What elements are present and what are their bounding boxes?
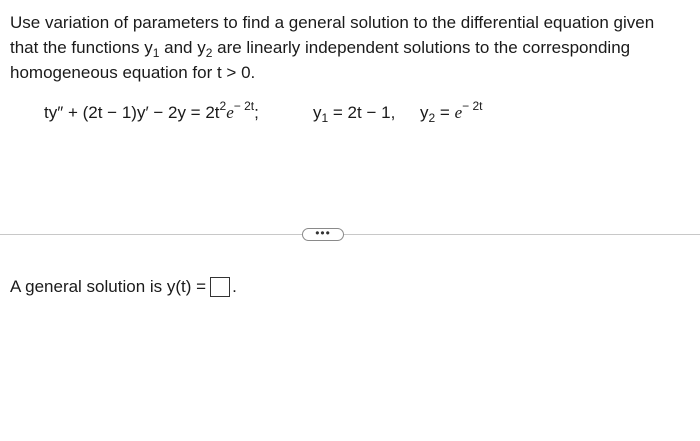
equation-end: ;	[254, 103, 259, 122]
answer-input[interactable]	[210, 277, 230, 297]
solution-rhs: = 2t − 1,	[328, 103, 396, 122]
answer-label: A general solution is y(t) =	[10, 277, 207, 296]
y-symbol: y	[313, 103, 322, 122]
expand-more-button[interactable]	[302, 228, 344, 241]
euler-e: e	[226, 103, 234, 122]
subscript: 2	[205, 46, 213, 60]
more-dots-icon: •••	[315, 226, 331, 240]
prompt-line-1: Use variation of parameters to find a general solution to the differential equation given	[10, 13, 655, 32]
section-divider	[0, 234, 700, 235]
subscript: 1	[321, 111, 329, 125]
prompt-text: and y	[159, 38, 206, 57]
differential-equation	[44, 101, 259, 125]
y-symbol: y	[420, 103, 429, 122]
subscript: 1	[152, 46, 160, 60]
equals-sign: =	[435, 103, 455, 122]
prompt-line-2	[10, 35, 690, 60]
superscript: 2	[219, 99, 227, 113]
answer-suffix: .	[232, 277, 237, 296]
question-prompt	[10, 10, 690, 85]
prompt-text: that the functions y	[10, 38, 153, 57]
solution-y1	[313, 101, 395, 125]
prompt-text: are linearly independent solutions to the corresponding	[212, 38, 631, 57]
prompt-line-3: homogeneous equation for t > 0.	[10, 63, 256, 82]
superscript: − 2t	[462, 99, 483, 113]
solution-y2	[420, 101, 482, 125]
superscript: − 2t	[233, 99, 255, 113]
subscript: 2	[428, 111, 436, 125]
euler-e: e	[454, 103, 463, 122]
equation-lhs: ty″ + (2t − 1)y′ − 2y = 2t	[44, 103, 220, 122]
answer-row	[10, 274, 237, 299]
